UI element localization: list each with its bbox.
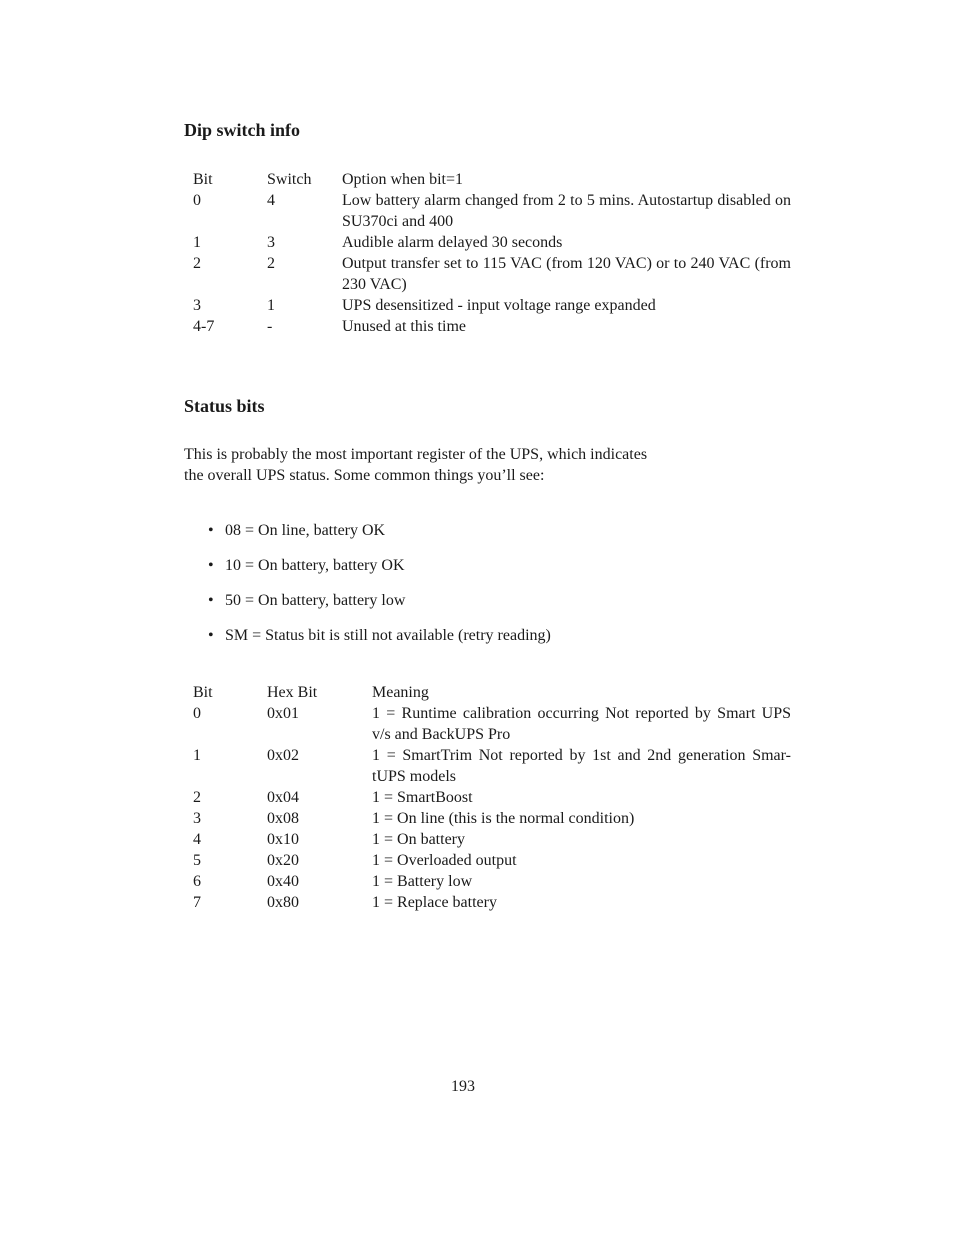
column-header: Meaning [372, 684, 429, 701]
meaning-cell: 1 = Overloaded output [372, 852, 517, 869]
list-item-text: SM = Status bit is still not available (retry reading) [225, 627, 551, 644]
meaning-cell: 1 = SmartBoost [372, 789, 473, 806]
table-row [193, 787, 791, 808]
meaning-cell: 1 = On line (this is the normal condition) [372, 810, 635, 827]
hex-cell: 0x08 [267, 810, 299, 827]
list-item-text: 10 = On battery, battery OK [225, 557, 405, 574]
table-row [193, 316, 791, 337]
table-row [193, 850, 791, 871]
column-header: Switch [267, 171, 312, 188]
hex-cell: 0x01 [267, 705, 299, 722]
table-row [193, 703, 791, 745]
switch-cell: 4 [267, 192, 275, 209]
intro-line: the overall UPS status. Some common things you’ll see: [184, 467, 545, 484]
switch-cell: - [267, 318, 273, 335]
meaning-cell: 1 = Battery low [372, 873, 473, 890]
switch-cell: 2 [267, 255, 275, 272]
table-row [193, 232, 791, 253]
column-header: Bit [193, 171, 213, 188]
meaning-cell: 1 = Runtime calibration occurring Not reported by Smart UPS v/s and BackUPS Pro [372, 705, 791, 743]
meaning-cell: 1 = SmartTrim Not reported by 1st and 2nd generation Smar-tUPS models [372, 747, 791, 785]
column-header: Option when bit=1 [342, 171, 464, 188]
table-row [193, 892, 791, 913]
dip-switch-heading: Dip switch info [184, 120, 301, 140]
bullet-icon: • [208, 627, 214, 644]
hex-cell: 0x20 [267, 852, 299, 869]
option-cell: UPS desensitized - input voltage range expanded [342, 297, 656, 314]
status-examples-list [208, 520, 551, 660]
hex-cell: 0x80 [267, 894, 299, 911]
list-item [208, 520, 551, 555]
bit-cell: 2 [193, 255, 201, 272]
list-item [208, 555, 551, 590]
table-header-row [193, 169, 791, 190]
hex-cell: 0x04 [267, 789, 299, 806]
page-number: 193 [451, 1078, 475, 1095]
list-item-text: 50 = On battery, battery low [225, 592, 406, 609]
bit-cell: 4-7 [193, 318, 215, 335]
bit-cell: 6 [193, 873, 201, 890]
table-header-row [193, 682, 791, 703]
list-item-text: 08 = On line, battery OK [225, 522, 386, 539]
intro-line: This is probably the most important register of the UPS, which indicates [184, 446, 648, 463]
bullet-icon: • [208, 522, 214, 539]
dip-switch-table [193, 169, 791, 337]
table-row [193, 295, 791, 316]
bullet-icon: • [208, 592, 214, 609]
table-row [193, 190, 791, 232]
bit-cell: 1 [193, 747, 201, 764]
option-cell: Low battery alarm changed from 2 to 5 mins. Autostartup disabled on SU370ci and 400 [342, 192, 791, 230]
bit-cell: 0 [193, 192, 201, 209]
option-cell: Output transfer set to 115 VAC (from 120 VAC) or to 240 VAC (from 230 VAC) [342, 255, 791, 293]
column-header: Bit [193, 684, 213, 701]
table-row [193, 871, 791, 892]
hex-cell: 0x02 [267, 747, 299, 764]
meaning-cell: 1 = Replace battery [372, 894, 497, 911]
hex-cell: 0x10 [267, 831, 299, 848]
status-intro-paragraph [184, 444, 744, 486]
meaning-cell: 1 = On battery [372, 831, 465, 848]
list-item [208, 625, 551, 660]
table-row [193, 253, 791, 295]
bit-cell: 3 [193, 810, 201, 827]
bit-cell: 5 [193, 852, 201, 869]
bit-cell: 1 [193, 234, 201, 251]
bit-cell: 4 [193, 831, 201, 848]
status-bits-table [193, 682, 791, 913]
bit-cell: 2 [193, 789, 201, 806]
option-cell: Unused at this time [342, 318, 466, 335]
list-item [208, 590, 551, 625]
bit-cell: 0 [193, 705, 201, 722]
option-cell: Audible alarm delayed 30 seconds [342, 234, 563, 251]
bit-cell: 7 [193, 894, 201, 911]
hex-cell: 0x40 [267, 873, 299, 890]
switch-cell: 1 [267, 297, 275, 314]
table-row [193, 829, 791, 850]
bullet-icon: • [208, 557, 214, 574]
table-row [193, 745, 791, 787]
table-row [193, 808, 791, 829]
switch-cell: 3 [267, 234, 275, 251]
status-bits-heading: Status bits [184, 396, 265, 416]
column-header: Hex Bit [267, 684, 318, 701]
bit-cell: 3 [193, 297, 201, 314]
